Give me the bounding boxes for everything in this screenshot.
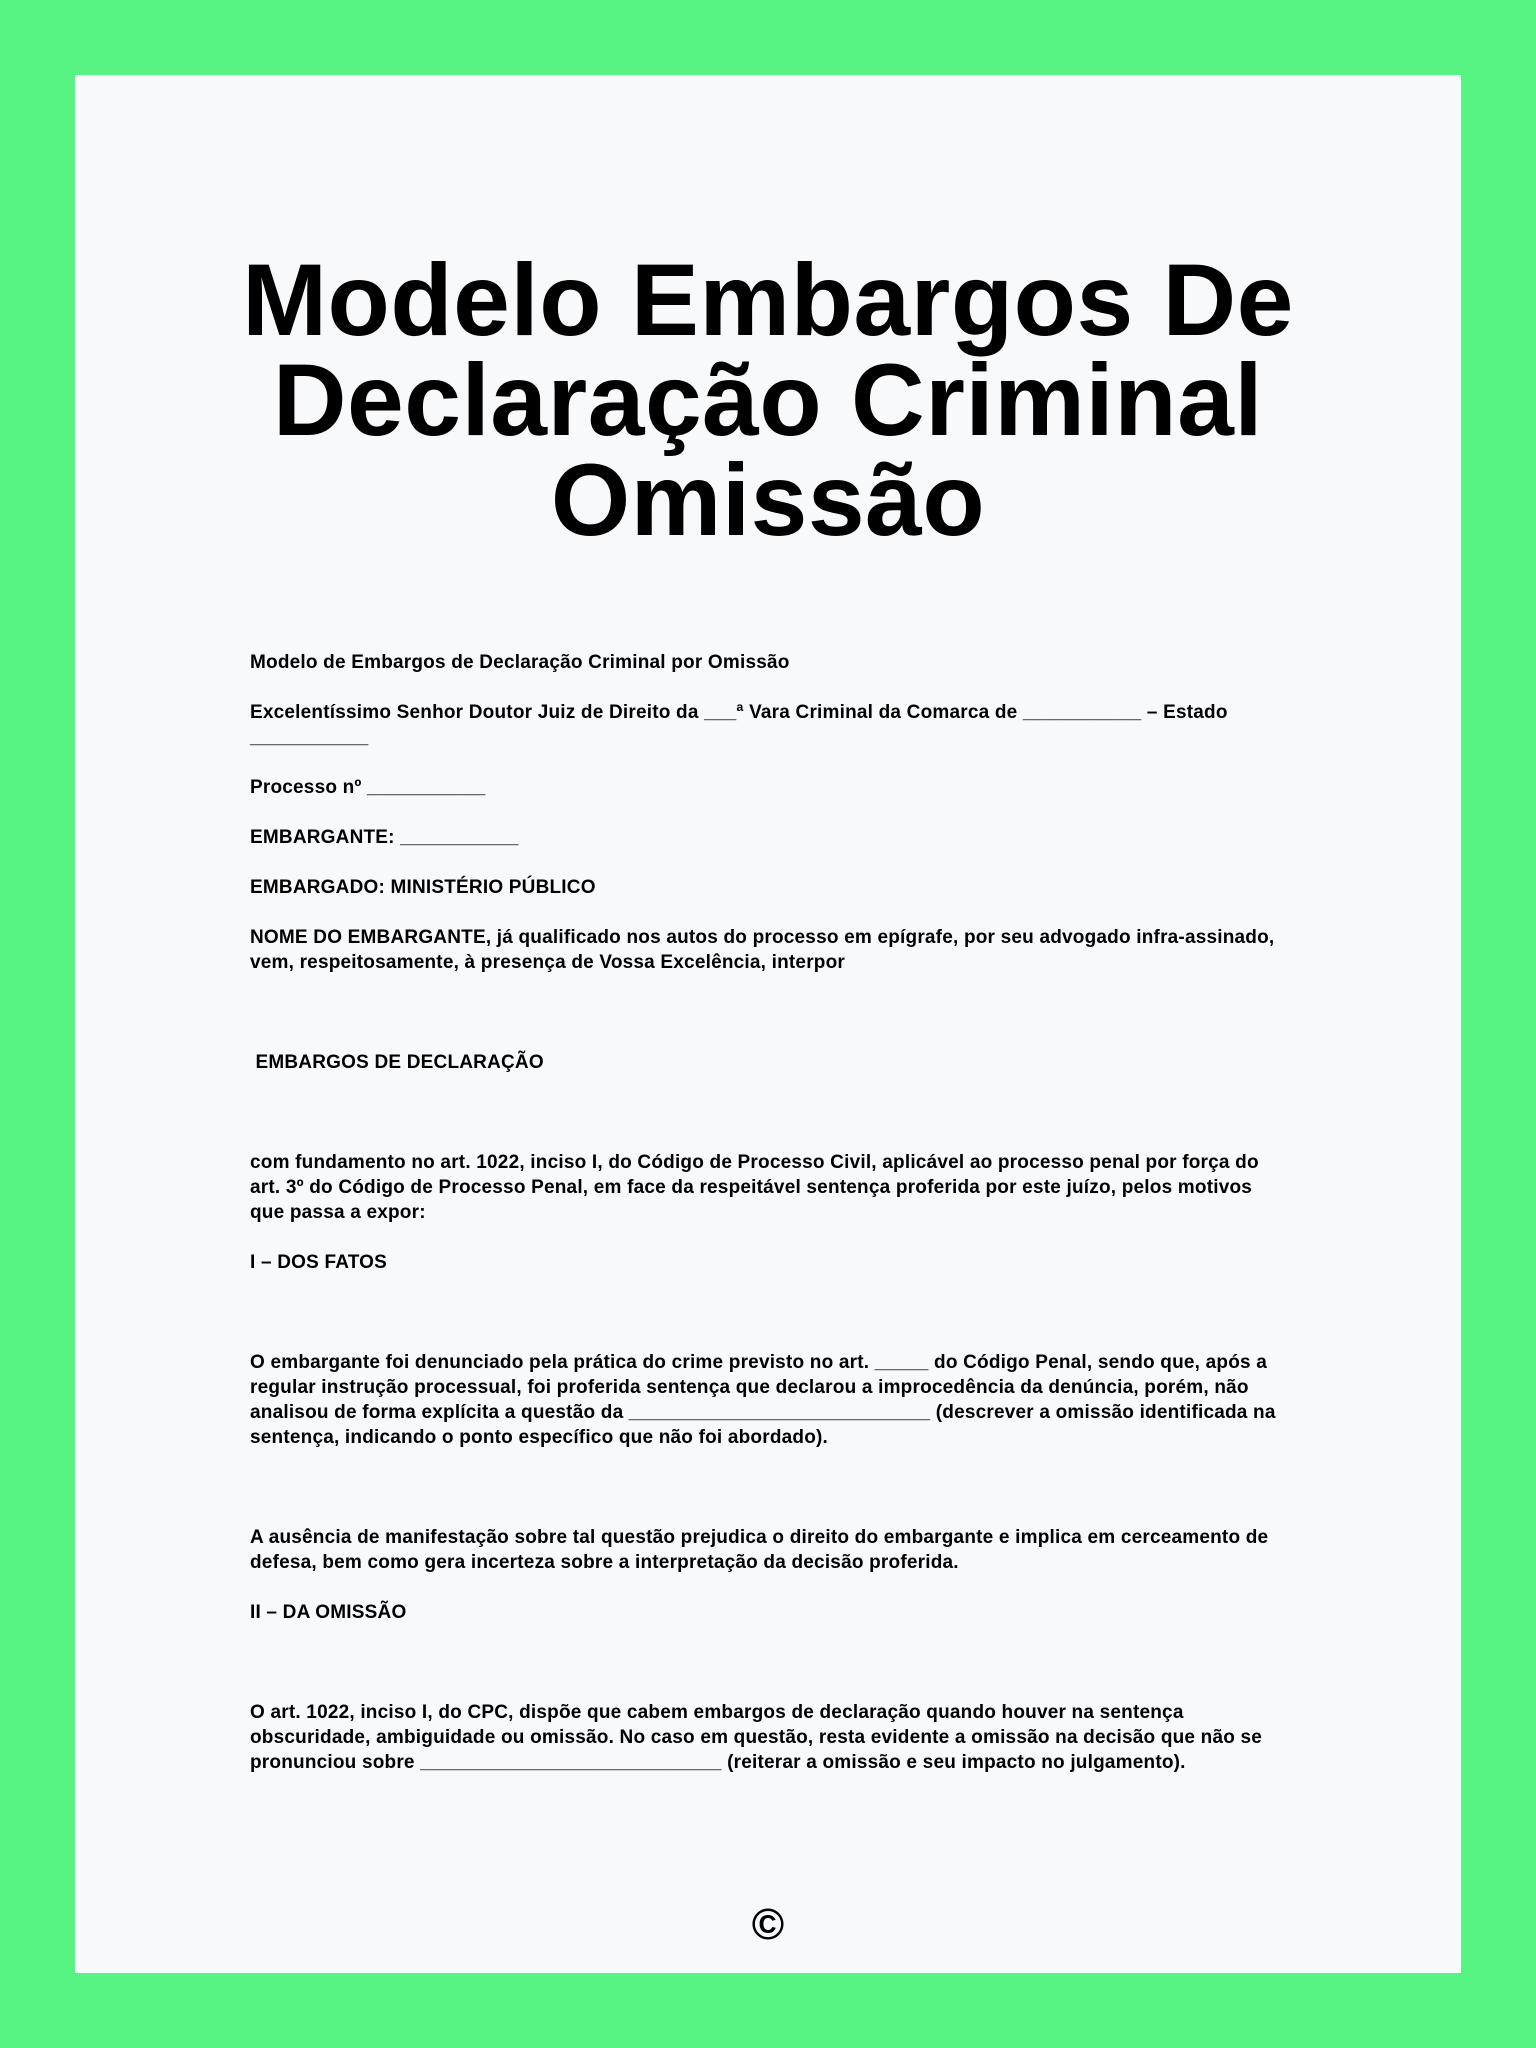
document-title <box>75 243 1461 557</box>
addressee-paragraph: Excelentíssimo Senhor Doutor Juiz de Direito da ___ª Vara Criminal da Comarca de ___________ – Estado ___________ <box>250 702 1234 748</box>
title-line-3: Omissão <box>550 443 986 557</box>
embargante-paragraph: EMBARGANTE: ___________ <box>250 827 519 848</box>
fatos-paragraph: O embargante foi denunciado pela prática do crime previsto no art. _____ do Código Penal, sendo que, após a regular instrução processual, foi proferida sentença que declarou a improcedência da denúncia, porém, não analisou de forma explícita a questão da ____________________________ (descrever a omissão identificada na sentença, indicando o ponto específico que não foi abordado). <box>250 1352 1282 1448</box>
section-heading-fatos: I – DOS FATOS <box>250 1252 388 1273</box>
process-number-paragraph: Processo nº ___________ <box>250 777 486 798</box>
section-heading-embargos: EMBARGOS DE DECLARAÇÃO <box>250 1052 544 1073</box>
document-body <box>250 650 1290 1775</box>
document-page <box>75 75 1461 1973</box>
subtitle-paragraph: Modelo de Embargos de Declaração Criminal por Omissão <box>250 652 790 673</box>
fundamento-paragraph: com fundamento no art. 1022, inciso I, do Código de Processo Civil, aplicável ao processo penal por força do art. 3º do Código de Processo Penal, em face da respeitável sentença proferida por este juízo, pelos motivos que passa a expor: <box>250 1152 1265 1223</box>
ausencia-paragraph: A ausência de manifestação sobre tal questão prejudica o direito do embargante e implica em cerceamento de defesa, bem como gera incerteza sobre a interpretação da decisão proferida. <box>250 1527 1274 1573</box>
omissao-paragraph: O art. 1022, inciso I, do CPC, dispõe que cabem embargos de declaração quando houver na sentença obscuridade, ambiguidade ou omissão. No caso em questão, resta evidente a omissão na decisão que não se pronunciou sobre ____________________________ (reiterar a omissão e seu impacto no julgamento). <box>250 1702 1268 1773</box>
intro-paragraph: NOME DO EMBARGANTE, já qualificado nos autos do processo em epígrafe, por seu advogado infra-assinado, vem, respeitosamente, à presença de Vossa Excelência, interpor <box>250 927 1280 973</box>
section-heading-omissao: II – DA OMISSÃO <box>250 1602 407 1623</box>
embargado-paragraph: EMBARGADO: MINISTÉRIO PÚBLICO <box>250 877 596 898</box>
copyright-icon: © <box>751 1900 785 1949</box>
title-line-1: Modelo Embargos De <box>242 243 1294 357</box>
title-line-2: Declaração Criminal <box>272 343 1264 457</box>
